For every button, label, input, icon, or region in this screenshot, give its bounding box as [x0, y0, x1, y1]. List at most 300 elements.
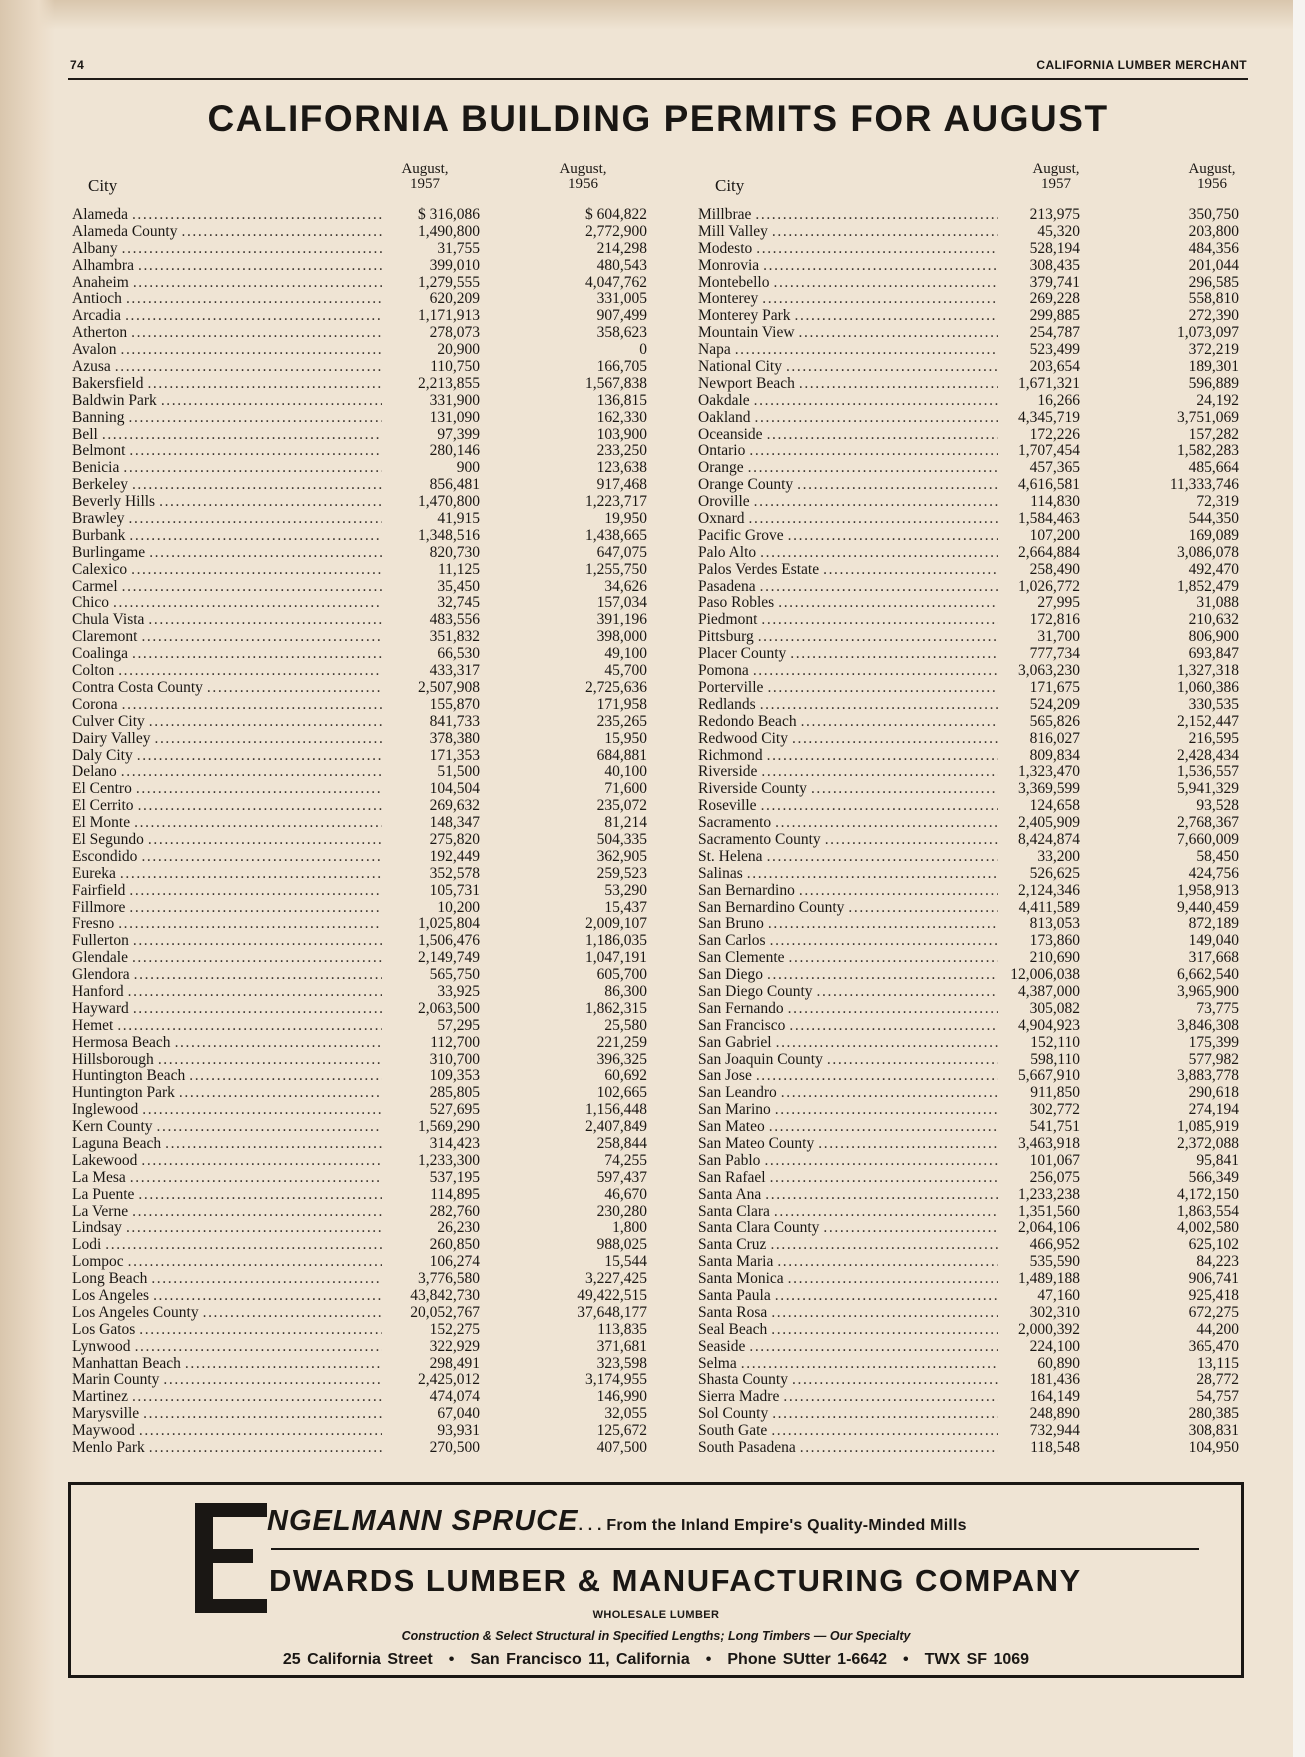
permit-value-1956: 214,298 — [596, 239, 647, 257]
permit-value-1956: 1,536,557 — [1177, 763, 1239, 781]
left-permit-row — [72, 1085, 647, 1102]
left-permit-row — [72, 291, 647, 308]
permit-value-1957: 2,213,855 — [418, 374, 480, 392]
permit-value-1957: 1,490,800 — [418, 222, 480, 240]
permit-value-1957: 1,506,476 — [418, 932, 480, 950]
permit-value-1956: 19,950 — [604, 510, 647, 528]
leader-dots — [122, 241, 382, 258]
permit-value-1957: 526,625 — [1029, 864, 1080, 882]
city-name: Pittsburg — [698, 629, 754, 646]
right-permit-row — [698, 1356, 1239, 1373]
city-name: Hayward — [72, 1000, 129, 1017]
permit-value-1957: 2,507,908 — [418, 678, 480, 696]
permit-value-1957: 900 — [456, 459, 480, 477]
leader-dots — [792, 1372, 998, 1389]
leader-dots — [134, 815, 382, 832]
permit-value-1957: 3,063,230 — [1018, 662, 1080, 680]
right-permit-row — [698, 832, 1239, 849]
permit-value-1956: 136,815 — [596, 391, 647, 409]
city-name: Selma — [698, 1355, 737, 1372]
city-name: Monrovia — [698, 257, 760, 274]
city-cell — [698, 359, 998, 376]
city-cell — [72, 460, 382, 477]
right-permit-table — [698, 207, 1239, 1457]
permit-value-1956: 907,499 — [596, 307, 647, 325]
leader-dots — [158, 1052, 382, 1069]
leader-dots — [132, 1204, 382, 1221]
city-name: Santa Clara County — [698, 1220, 820, 1237]
right-col-1956-month: August, — [1188, 161, 1236, 177]
city-cell — [698, 342, 998, 359]
leader-dots — [121, 764, 382, 781]
city-name: Los Angeles County — [72, 1304, 199, 1321]
permit-value-1956: 46,670 — [604, 1185, 647, 1203]
left-permit-row — [72, 1018, 647, 1035]
permit-value-1957: 282,760 — [429, 1202, 480, 1220]
permit-value-1956: 102,665 — [596, 1084, 647, 1102]
permit-value-1956: 1,862,315 — [585, 999, 647, 1017]
left-permit-table — [72, 207, 647, 1457]
permit-value-1957: 1,470,800 — [418, 493, 480, 511]
paper-edge-right — [1293, 0, 1305, 1757]
permit-value-1957: 1,323,470 — [1018, 763, 1080, 781]
permit-value-1956: 86,300 — [604, 982, 647, 1000]
city-cell — [698, 984, 998, 1001]
leader-dots — [735, 342, 998, 359]
city-name: Arcadia — [72, 308, 122, 325]
permit-value-1956: 504,335 — [596, 830, 647, 848]
city-cell — [72, 1102, 382, 1119]
permit-value-1957: 8,424,874 — [1018, 830, 1080, 848]
right-permit-row — [698, 545, 1239, 562]
leader-dots — [118, 663, 382, 680]
city-name: Monterey — [698, 291, 759, 308]
permit-value-1956: 1,047,191 — [585, 949, 647, 967]
permit-value-1956: 7,660,009 — [1177, 830, 1239, 848]
city-name: Bakersfield — [72, 375, 144, 392]
left-permit-row — [72, 1119, 647, 1136]
leader-dots — [125, 308, 382, 325]
right-permit-row — [698, 1035, 1239, 1052]
city-name: Piedmont — [698, 612, 758, 629]
city-name: Culver City — [72, 713, 145, 730]
permit-value-1956: 1,073,097 — [1177, 324, 1239, 342]
permit-value-1957: 256,075 — [1029, 1168, 1080, 1186]
leader-dots — [818, 1136, 998, 1153]
permit-value-1957: 541,751 — [1029, 1118, 1080, 1136]
city-name: Avalon — [72, 342, 117, 359]
permit-value-1957: 2,063,500 — [418, 999, 480, 1017]
city-name: Azusa — [72, 359, 111, 376]
permit-value-1957: 1,026,772 — [1018, 577, 1080, 595]
permit-value-1956: 396,325 — [596, 1050, 647, 1068]
left-permit-row — [72, 1271, 647, 1288]
permit-value-1956: 330,535 — [1188, 695, 1239, 713]
permit-value-1956: 203,800 — [1188, 222, 1239, 240]
city-cell — [72, 477, 382, 494]
leader-dots — [147, 376, 382, 393]
leader-dots — [165, 1136, 382, 1153]
city-cell — [698, 545, 998, 562]
right-permit-row — [698, 967, 1239, 984]
city-name: Palos Verdes Estate — [698, 561, 820, 578]
permit-value-1957: 1,584,463 — [1018, 510, 1080, 528]
city-cell — [698, 1187, 998, 1204]
city-name: San Leandro — [698, 1085, 777, 1102]
right-permit-row — [698, 680, 1239, 697]
leader-dots — [775, 1288, 998, 1305]
permit-value-1956: 391,196 — [596, 611, 647, 629]
left-permit-row — [72, 224, 647, 241]
leader-dots — [771, 1423, 998, 1440]
permit-value-1956: 175,399 — [1188, 1033, 1239, 1051]
right-permit-row — [698, 900, 1239, 917]
ad-city: San Francisco 11, California — [470, 1651, 690, 1668]
ad-rule — [271, 1548, 1199, 1550]
city-cell — [698, 1389, 998, 1406]
right-permit-row — [698, 1271, 1239, 1288]
permit-value-1956: 398,000 — [596, 628, 647, 646]
left-permit-row — [72, 663, 647, 680]
city-cell — [698, 1001, 998, 1018]
permit-value-1956: 1,582,283 — [1177, 442, 1239, 460]
city-cell — [698, 595, 998, 612]
leader-dots — [153, 1288, 382, 1305]
permit-value-1957: 213,975 — [1029, 206, 1080, 223]
right-permit-row — [698, 1389, 1239, 1406]
right-permit-row — [698, 984, 1239, 1001]
permit-value-1957: 210,690 — [1029, 949, 1080, 967]
city-name: Glendora — [72, 967, 130, 984]
permit-value-1956: 2,428,434 — [1177, 746, 1239, 764]
city-name: San Fernando — [698, 1000, 784, 1017]
right-permit-row — [698, 595, 1239, 612]
paper-edge-left — [0, 0, 55, 1757]
city-cell — [698, 950, 998, 967]
permit-value-1957: 2,000,392 — [1018, 1320, 1080, 1338]
leader-dots — [185, 1356, 382, 1373]
city-cell — [72, 1305, 382, 1322]
leader-dots — [120, 342, 382, 359]
permit-value-1957: 60,890 — [1037, 1354, 1080, 1372]
permit-value-1956: 84,223 — [1196, 1253, 1239, 1271]
city-name: Inglewood — [72, 1102, 139, 1119]
leader-dots — [760, 545, 998, 562]
city-cell — [72, 1085, 382, 1102]
leader-dots — [122, 579, 382, 596]
permit-value-1957: 1,707,454 — [1018, 442, 1080, 460]
leader-dots — [748, 460, 998, 477]
left-permit-row — [72, 646, 647, 663]
city-name: Eureka — [72, 865, 116, 882]
right-permit-row — [698, 359, 1239, 376]
permit-value-1957: 3,776,580 — [418, 1270, 480, 1288]
city-cell — [72, 595, 382, 612]
permit-value-1956: 1,800 — [612, 1219, 647, 1237]
leader-dots — [133, 1001, 382, 1018]
city-cell — [72, 1356, 382, 1373]
permit-value-1956: 323,598 — [596, 1354, 647, 1372]
left-permit-row — [72, 629, 647, 646]
permit-value-1957: 2,149,749 — [418, 949, 480, 967]
leader-dots — [755, 207, 998, 224]
city-cell — [72, 1339, 382, 1356]
permit-value-1957: 12,006,038 — [1010, 966, 1080, 984]
leader-dots — [143, 1406, 382, 1423]
left-permit-row — [72, 1440, 647, 1457]
leader-dots — [767, 849, 998, 866]
leader-dots — [131, 562, 382, 579]
left-permit-row — [72, 612, 647, 629]
left-col-1957-header — [385, 162, 465, 192]
city-name: Menlo Park — [72, 1440, 145, 1457]
leader-dots — [179, 1085, 382, 1102]
city-name: Burbank — [72, 527, 126, 544]
permit-value-1957: 2,124,346 — [1018, 881, 1080, 899]
city-name: Palo Alto — [698, 544, 757, 561]
permit-value-1957: 106,274 — [429, 1253, 480, 1271]
permit-value-1956: 49,422,515 — [577, 1287, 647, 1304]
permit-value-1956: 104,950 — [1188, 1439, 1239, 1457]
city-cell — [698, 933, 998, 950]
city-cell — [698, 1288, 998, 1305]
page-title: CALIFORNIA BUILDING PERMITS FOR AUGUST — [207, 98, 1109, 139]
city-cell — [698, 1018, 998, 1035]
city-cell — [698, 731, 998, 748]
leader-dots — [741, 1356, 998, 1373]
city-name: Carmel — [72, 578, 118, 595]
left-permit-row — [72, 1052, 647, 1069]
city-name: Alhambra — [72, 257, 134, 274]
permit-value-1957: 171,675 — [1029, 678, 1080, 696]
city-cell — [72, 545, 382, 562]
city-cell — [698, 646, 998, 663]
leader-dots — [761, 764, 998, 781]
right-permit-row — [698, 291, 1239, 308]
city-name: Bell — [72, 426, 98, 443]
city-name: St. Helena — [698, 848, 763, 865]
city-name: Hemet — [72, 1017, 114, 1034]
city-name: Santa Maria — [698, 1254, 774, 1271]
permit-value-1957: 379,741 — [1029, 273, 1080, 291]
permit-value-1957: 3,369,599 — [1018, 780, 1080, 798]
permit-value-1957: 33,925 — [437, 982, 480, 1000]
city-name: Antioch — [72, 291, 122, 308]
leader-dots — [799, 325, 998, 342]
city-name: Newport Beach — [698, 375, 795, 392]
left-permit-row — [72, 1102, 647, 1119]
city-name: San Diego County — [698, 983, 813, 1000]
city-name: El Cerrito — [72, 798, 134, 815]
permit-value-1957: 152,275 — [429, 1320, 480, 1338]
permit-value-1957: 314,423 — [429, 1134, 480, 1152]
leader-dots — [772, 224, 998, 241]
city-name: Lompoc — [72, 1254, 124, 1271]
permit-value-1956: 693,847 — [1188, 645, 1239, 663]
city-name: San Carlos — [698, 933, 766, 950]
leader-dots — [761, 798, 998, 815]
leader-dots — [797, 477, 998, 494]
permit-value-1957: 101,067 — [1029, 1151, 1080, 1169]
left-permit-row — [72, 1001, 647, 1018]
right-permit-row — [698, 663, 1239, 680]
city-name: Oceanside — [698, 426, 763, 443]
city-name: Riverside County — [698, 781, 807, 798]
ad-bullet: • — [902, 1651, 909, 1668]
paper-edge-top — [0, 0, 1305, 30]
permit-value-1957: 1,489,188 — [1018, 1270, 1080, 1288]
permit-value-1956: 1,085,919 — [1177, 1118, 1239, 1136]
right-permit-row — [698, 1170, 1239, 1187]
left-permit-row — [72, 494, 647, 511]
permit-value-1956: 34,626 — [604, 577, 647, 595]
city-name: Napa — [698, 342, 731, 359]
permit-value-1956: 235,072 — [596, 797, 647, 815]
leader-dots — [132, 207, 382, 224]
permit-value-1957: 1,233,300 — [418, 1151, 480, 1169]
leader-dots — [771, 1322, 998, 1339]
city-name: Kern County — [72, 1119, 153, 1136]
leader-dots — [772, 1406, 998, 1423]
permit-value-1956: 1,567,838 — [585, 374, 647, 392]
permit-value-1957: 5,667,910 — [1018, 1067, 1080, 1085]
city-cell — [72, 612, 382, 629]
leader-dots — [148, 612, 382, 629]
city-name: Santa Clara — [698, 1203, 770, 1220]
right-permit-row — [698, 1372, 1239, 1389]
city-name: Montebello — [698, 274, 770, 291]
permit-value-1956: 1,327,318 — [1177, 662, 1239, 680]
permit-value-1957: 20,900 — [437, 341, 480, 359]
city-cell — [698, 393, 998, 410]
permit-value-1956: 3,751,069 — [1177, 408, 1239, 426]
city-name: Beverly Hills — [72, 494, 156, 511]
permit-value-1957: 535,590 — [1029, 1253, 1080, 1271]
permit-value-1956: 362,905 — [596, 847, 647, 865]
city-name: Hermosa Beach — [72, 1034, 171, 1051]
leader-dots — [758, 629, 998, 646]
leader-dots — [151, 1271, 382, 1288]
permit-value-1957: 66,530 — [437, 645, 480, 663]
permit-value-1956: 3,086,078 — [1177, 543, 1239, 561]
city-cell — [72, 1220, 382, 1237]
permit-value-1956: 317,668 — [1188, 949, 1239, 967]
permit-value-1957: 856,481 — [429, 476, 480, 494]
left-permit-row — [72, 477, 647, 494]
right-permit-row — [698, 494, 1239, 511]
leader-dots — [788, 528, 998, 545]
ad-bullet: • — [448, 1651, 455, 1668]
permit-value-1957: 524,209 — [1029, 695, 1080, 713]
left-permit-row — [72, 528, 647, 545]
permit-value-1956: 233,250 — [596, 442, 647, 460]
city-cell — [72, 1001, 382, 1018]
permit-value-1956: 372,219 — [1188, 341, 1239, 359]
permit-value-1956: 597,437 — [596, 1168, 647, 1186]
city-cell — [698, 1085, 998, 1102]
leader-dots — [120, 866, 382, 883]
left-permit-row — [72, 342, 647, 359]
leader-dots — [203, 1305, 382, 1322]
city-cell — [698, 967, 998, 984]
permit-value-1956: 166,705 — [596, 358, 647, 376]
city-cell — [698, 1339, 998, 1356]
permit-value-1957: 4,616,581 — [1018, 476, 1080, 494]
leader-dots — [790, 646, 998, 663]
permit-value-1956: 28,772 — [1196, 1371, 1239, 1389]
permit-value-1956: 4,047,762 — [585, 273, 647, 291]
permit-value-1956: 5,941,329 — [1177, 780, 1239, 798]
permit-value-1957: 31,755 — [437, 239, 480, 257]
city-name: Oroville — [698, 494, 750, 511]
permit-value-1956: 1,223,717 — [585, 493, 647, 511]
permit-value-1957: 41,915 — [437, 510, 480, 528]
permit-value-1957: 310,700 — [429, 1050, 480, 1068]
left-permit-row — [72, 207, 647, 224]
permit-value-1956: 917,468 — [596, 476, 647, 494]
city-name: Belmont — [72, 443, 126, 460]
permit-value-1956: 2,725,636 — [585, 678, 647, 696]
right-permit-row — [698, 562, 1239, 579]
permit-value-1957: 110,750 — [430, 358, 480, 376]
permit-value-1957: 1,279,555 — [418, 273, 480, 291]
permit-value-1956: 625,102 — [1188, 1236, 1239, 1254]
right-permit-row — [698, 528, 1239, 545]
leader-dots — [132, 950, 382, 967]
permit-value-1956: 1,852,479 — [1177, 577, 1239, 595]
city-name: Delano — [72, 764, 117, 781]
permit-value-1956: 3,965,900 — [1177, 982, 1239, 1000]
right-permit-row — [698, 866, 1239, 883]
permit-value-1957: 47,160 — [1037, 1287, 1080, 1304]
permit-value-1956: 484,356 — [1188, 239, 1239, 257]
permit-value-1956: 3,846,308 — [1177, 1016, 1239, 1034]
permit-value-1957: 269,228 — [1029, 290, 1080, 308]
left-permit-row — [72, 1068, 647, 1085]
leader-dots — [762, 291, 998, 308]
city-name: Modesto — [698, 240, 753, 257]
city-name: San Francisco — [698, 1017, 786, 1034]
city-cell — [72, 1119, 382, 1136]
city-cell — [698, 798, 998, 815]
left-permit-row — [72, 410, 647, 427]
permit-value-1956: 280,385 — [1188, 1405, 1239, 1423]
ad-bullet: • — [705, 1651, 712, 1668]
left-permit-row — [72, 967, 647, 984]
permit-value-1957: 305,082 — [1029, 999, 1080, 1017]
leader-dots — [175, 1035, 382, 1052]
permit-value-1956: 371,681 — [596, 1337, 647, 1355]
city-cell — [698, 832, 998, 849]
leader-dots — [115, 359, 382, 376]
city-cell — [72, 731, 382, 748]
leader-dots — [148, 832, 382, 849]
permit-value-1957: 537,195 — [429, 1168, 480, 1186]
permit-value-1957: 171,353 — [429, 746, 480, 764]
city-cell — [698, 224, 998, 241]
city-name: Oakland — [698, 409, 751, 426]
city-name: Lynwood — [72, 1338, 131, 1355]
city-cell — [72, 646, 382, 663]
city-cell — [698, 511, 998, 528]
city-name: Sacramento — [698, 815, 772, 832]
city-cell — [72, 1423, 382, 1440]
city-cell — [698, 866, 998, 883]
permit-value-1956: 647,075 — [596, 543, 647, 561]
publication-name: CALIFORNIA LUMBER MERCHANT — [1036, 58, 1247, 72]
left-permit-row — [72, 376, 647, 393]
city-cell — [72, 832, 382, 849]
